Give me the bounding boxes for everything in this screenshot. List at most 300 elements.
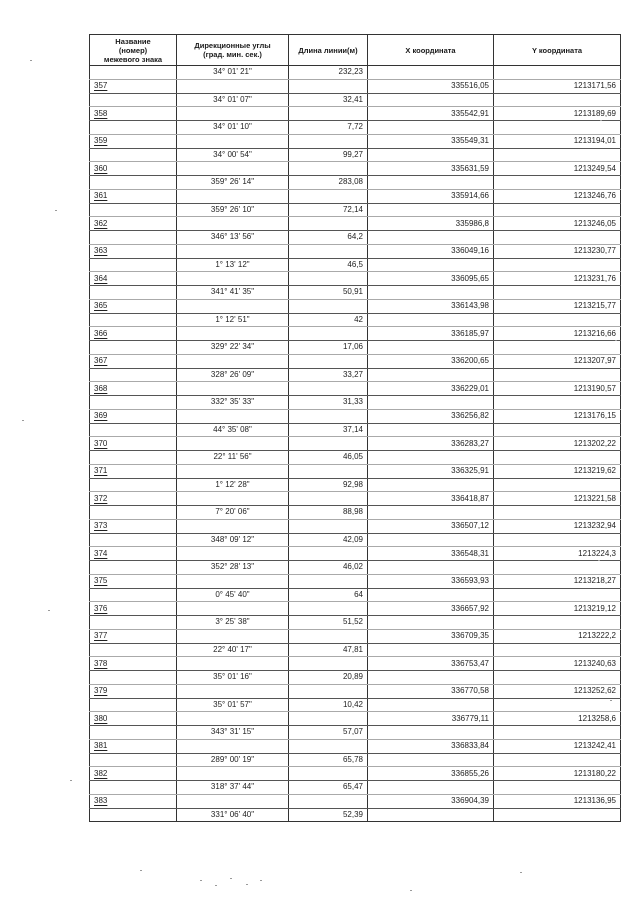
boundary-segment-row — [90, 506, 621, 520]
bearing-cell — [177, 409, 289, 423]
bearing-cell — [177, 354, 289, 368]
boundary-segment-row — [90, 561, 621, 575]
line-length-cell — [289, 107, 368, 121]
x-coordinate-cell: 336095,65 — [368, 272, 494, 286]
x-coordinate-cell — [368, 808, 494, 822]
x-coordinate-cell: 336709,35 — [368, 629, 494, 643]
point-name-cell — [90, 286, 177, 300]
line-length-cell: 33,27 — [289, 368, 368, 382]
bearing-cell: 289° 00' 19" — [177, 753, 289, 767]
bearing-cell: 44° 35' 08" — [177, 423, 289, 437]
bearing-cell — [177, 739, 289, 753]
point-name-cell — [90, 203, 177, 217]
point-name-cell — [90, 726, 177, 740]
point-name-cell: 366 — [90, 327, 177, 341]
x-coordinate-cell: 335631,59 — [368, 162, 494, 176]
point-name-cell: 365 — [90, 299, 177, 313]
boundary-point-row — [90, 712, 621, 726]
scan-speck — [615, 340, 617, 341]
boundary-point-row — [90, 794, 621, 808]
x-coordinate-cell — [368, 616, 494, 630]
point-name-cell — [90, 66, 177, 80]
point-name-cell: 370 — [90, 437, 177, 451]
boundary-segment-row — [90, 203, 621, 217]
y-coordinate-cell — [494, 66, 621, 80]
scan-speck — [215, 885, 217, 886]
y-coordinate-cell — [494, 533, 621, 547]
boundary-point-row — [90, 684, 621, 698]
bearing-cell — [177, 629, 289, 643]
boundary-point-row — [90, 767, 621, 781]
y-coordinate-cell: 1213207,97 — [494, 354, 621, 368]
bearing-cell — [177, 492, 289, 506]
scan-speck — [140, 870, 142, 871]
x-coordinate-cell — [368, 231, 494, 245]
y-coordinate-cell — [494, 423, 621, 437]
point-name-cell — [90, 616, 177, 630]
x-coordinate-cell — [368, 121, 494, 135]
bearing-cell: 35° 01' 57" — [177, 698, 289, 712]
boundary-point-row — [90, 657, 621, 671]
y-coordinate-cell: 1213189,69 — [494, 107, 621, 121]
boundary-point-row — [90, 519, 621, 533]
line-length-cell — [289, 712, 368, 726]
y-coordinate-cell — [494, 451, 621, 465]
header-y-coordinate: Y координата — [494, 35, 621, 66]
bearing-cell — [177, 657, 289, 671]
bearing-cell: 34° 01' 10" — [177, 121, 289, 135]
boundary-segment-row — [90, 176, 621, 190]
boundary-point-row — [90, 79, 621, 93]
y-coordinate-cell: 1213216,66 — [494, 327, 621, 341]
point-name-cell: 377 — [90, 629, 177, 643]
x-coordinate-cell: 336325,91 — [368, 464, 494, 478]
x-coordinate-cell — [368, 368, 494, 382]
x-coordinate-cell: 335914,66 — [368, 189, 494, 203]
y-coordinate-cell: 1213240,63 — [494, 657, 621, 671]
x-coordinate-cell: 335542,91 — [368, 107, 494, 121]
point-name-cell — [90, 396, 177, 410]
y-coordinate-cell — [494, 176, 621, 190]
x-coordinate-cell — [368, 286, 494, 300]
boundary-segment-row — [90, 808, 621, 822]
bearing-cell: 1° 12' 28" — [177, 478, 289, 492]
boundary-point-row — [90, 629, 621, 643]
line-length-cell: 283,08 — [289, 176, 368, 190]
scan-speck — [598, 560, 600, 561]
x-coordinate-cell: 336507,12 — [368, 519, 494, 533]
scan-speck — [610, 700, 612, 701]
bearing-cell: 328° 26' 09" — [177, 368, 289, 382]
bearing-cell — [177, 107, 289, 121]
point-name-cell — [90, 368, 177, 382]
line-length-cell — [289, 547, 368, 561]
point-name-cell: 358 — [90, 107, 177, 121]
line-length-cell: 50,91 — [289, 286, 368, 300]
line-length-cell: 7,72 — [289, 121, 368, 135]
boundary-point-row — [90, 189, 621, 203]
bearing-cell — [177, 684, 289, 698]
x-coordinate-cell — [368, 93, 494, 107]
bearing-cell: 34° 01' 21" — [177, 66, 289, 80]
bearing-cell — [177, 767, 289, 781]
bearing-cell — [177, 437, 289, 451]
scan-speck — [200, 880, 202, 881]
y-coordinate-cell: 1213249,54 — [494, 162, 621, 176]
line-length-cell — [289, 327, 368, 341]
line-length-cell — [289, 272, 368, 286]
boundary-segment-row — [90, 533, 621, 547]
x-coordinate-cell — [368, 451, 494, 465]
y-coordinate-cell: 1213230,77 — [494, 244, 621, 258]
point-name-cell — [90, 643, 177, 657]
bearing-cell — [177, 134, 289, 148]
point-name-cell — [90, 451, 177, 465]
table-header-row — [90, 35, 621, 66]
point-name-cell — [90, 698, 177, 712]
bearing-cell — [177, 712, 289, 726]
line-length-cell — [289, 162, 368, 176]
boundary-segment-row — [90, 121, 621, 135]
line-length-cell: 42 — [289, 313, 368, 327]
line-length-cell — [289, 354, 368, 368]
boundary-point-row — [90, 244, 621, 258]
point-name-cell — [90, 753, 177, 767]
point-name-cell: 378 — [90, 657, 177, 671]
y-coordinate-cell — [494, 616, 621, 630]
boundary-point-row — [90, 437, 621, 451]
y-coordinate-cell: 1213246,76 — [494, 189, 621, 203]
y-coordinate-cell — [494, 286, 621, 300]
boundary-segment-row — [90, 313, 621, 327]
y-coordinate-cell: 1213202,22 — [494, 437, 621, 451]
y-coordinate-cell: 1213194,01 — [494, 134, 621, 148]
point-name-cell: 368 — [90, 382, 177, 396]
y-coordinate-cell — [494, 258, 621, 272]
y-coordinate-cell — [494, 781, 621, 795]
point-name-cell: 364 — [90, 272, 177, 286]
bearing-cell: 7° 20' 06" — [177, 506, 289, 520]
x-coordinate-cell — [368, 643, 494, 657]
point-name-cell: 367 — [90, 354, 177, 368]
bearing-cell — [177, 382, 289, 396]
boundary-segment-row — [90, 616, 621, 630]
point-name-cell — [90, 671, 177, 685]
boundary-point-row — [90, 327, 621, 341]
table-body — [90, 66, 621, 822]
point-name-cell — [90, 341, 177, 355]
boundary-point-row — [90, 464, 621, 478]
y-coordinate-cell — [494, 341, 621, 355]
x-coordinate-cell: 336779,11 — [368, 712, 494, 726]
bearing-cell — [177, 464, 289, 478]
line-length-cell — [289, 217, 368, 231]
bearing-cell: 332° 35' 33" — [177, 396, 289, 410]
boundary-point-row — [90, 299, 621, 313]
line-length-cell — [289, 382, 368, 396]
header-line-length: Длина линии(м) — [289, 35, 368, 66]
point-name-cell: 383 — [90, 794, 177, 808]
scan-speck — [246, 884, 248, 885]
x-coordinate-cell: 336418,87 — [368, 492, 494, 506]
boundary-coordinates-table — [89, 34, 621, 822]
line-length-cell: 51,52 — [289, 616, 368, 630]
line-length-cell — [289, 244, 368, 258]
boundary-point-row — [90, 217, 621, 231]
line-length-cell: 232,23 — [289, 66, 368, 80]
line-length-cell — [289, 767, 368, 781]
bearing-cell: 22° 40' 17" — [177, 643, 289, 657]
x-coordinate-cell — [368, 148, 494, 162]
y-coordinate-cell: 1213232,94 — [494, 519, 621, 533]
x-coordinate-cell: 336185,97 — [368, 327, 494, 341]
point-name-cell — [90, 231, 177, 245]
bearing-cell: 22° 11' 56" — [177, 451, 289, 465]
line-length-cell: 64,2 — [289, 231, 368, 245]
bearing-cell — [177, 79, 289, 93]
x-coordinate-cell: 335986,8 — [368, 217, 494, 231]
x-coordinate-cell — [368, 698, 494, 712]
boundary-point-row — [90, 382, 621, 396]
header-bearing: Дирекционные углы (град. мин. сек.) — [177, 35, 289, 66]
line-length-cell — [289, 134, 368, 148]
y-coordinate-cell — [494, 643, 621, 657]
scan-speck — [55, 210, 57, 211]
boundary-segment-row — [90, 643, 621, 657]
bearing-cell — [177, 327, 289, 341]
y-coordinate-cell — [494, 313, 621, 327]
line-length-cell — [289, 299, 368, 313]
point-name-cell: 362 — [90, 217, 177, 231]
line-length-cell: 52,39 — [289, 808, 368, 822]
y-coordinate-cell — [494, 396, 621, 410]
line-length-cell — [289, 189, 368, 203]
x-coordinate-cell: 336833,84 — [368, 739, 494, 753]
boundary-segment-row — [90, 66, 621, 80]
line-length-cell: 42,09 — [289, 533, 368, 547]
point-name-cell: 375 — [90, 574, 177, 588]
boundary-segment-row — [90, 396, 621, 410]
line-length-cell — [289, 79, 368, 93]
scan-speck — [410, 890, 412, 891]
line-length-cell — [289, 629, 368, 643]
bearing-cell — [177, 519, 289, 533]
x-coordinate-cell — [368, 258, 494, 272]
boundary-point-row — [90, 492, 621, 506]
point-name-cell: 382 — [90, 767, 177, 781]
boundary-segment-row — [90, 478, 621, 492]
boundary-segment-row — [90, 753, 621, 767]
x-coordinate-cell — [368, 396, 494, 410]
scan-speck — [30, 60, 32, 61]
line-length-cell: 46,02 — [289, 561, 368, 575]
y-coordinate-cell — [494, 753, 621, 767]
bearing-cell — [177, 299, 289, 313]
boundary-point-row — [90, 602, 621, 616]
bearing-cell: 329° 22' 34" — [177, 341, 289, 355]
bearing-cell: 0° 45' 40" — [177, 588, 289, 602]
point-name-cell: 363 — [90, 244, 177, 258]
boundary-segment-row — [90, 286, 621, 300]
boundary-point-row — [90, 272, 621, 286]
bearing-cell: 352° 28' 13" — [177, 561, 289, 575]
y-coordinate-cell: 1213190,57 — [494, 382, 621, 396]
line-length-cell — [289, 602, 368, 616]
line-length-cell — [289, 519, 368, 533]
bearing-cell: 1° 12' 51" — [177, 313, 289, 327]
bearing-cell — [177, 217, 289, 231]
boundary-segment-row — [90, 698, 621, 712]
point-name-cell — [90, 176, 177, 190]
line-length-cell — [289, 437, 368, 451]
point-name-cell: 371 — [90, 464, 177, 478]
x-coordinate-cell: 336855,26 — [368, 767, 494, 781]
boundary-segment-row — [90, 93, 621, 107]
line-length-cell: 37,14 — [289, 423, 368, 437]
bearing-cell: 359° 26' 14" — [177, 176, 289, 190]
point-name-cell: 381 — [90, 739, 177, 753]
line-length-cell: 10,42 — [289, 698, 368, 712]
y-coordinate-cell — [494, 203, 621, 217]
boundary-point-row — [90, 354, 621, 368]
point-name-cell: 369 — [90, 409, 177, 423]
bearing-cell: 359° 26' 10" — [177, 203, 289, 217]
boundary-point-row — [90, 162, 621, 176]
line-length-cell: 57,07 — [289, 726, 368, 740]
y-coordinate-cell — [494, 588, 621, 602]
line-length-cell — [289, 464, 368, 478]
x-coordinate-cell — [368, 726, 494, 740]
bearing-cell — [177, 244, 289, 258]
y-coordinate-cell: 1213218,27 — [494, 574, 621, 588]
y-coordinate-cell — [494, 231, 621, 245]
y-coordinate-cell — [494, 671, 621, 685]
bearing-cell: 331° 06' 40" — [177, 808, 289, 822]
y-coordinate-cell: 1213171,56 — [494, 79, 621, 93]
y-coordinate-cell: 1213252,62 — [494, 684, 621, 698]
bearing-cell: 343° 31' 15" — [177, 726, 289, 740]
y-coordinate-cell: 1213246,05 — [494, 217, 621, 231]
point-name-cell — [90, 148, 177, 162]
y-coordinate-cell: 1213136,95 — [494, 794, 621, 808]
x-coordinate-cell: 336753,47 — [368, 657, 494, 671]
x-coordinate-cell — [368, 478, 494, 492]
x-coordinate-cell — [368, 423, 494, 437]
x-coordinate-cell — [368, 341, 494, 355]
x-coordinate-cell — [368, 588, 494, 602]
point-name-cell — [90, 781, 177, 795]
x-coordinate-cell — [368, 313, 494, 327]
line-length-cell: 92,98 — [289, 478, 368, 492]
scan-speck — [520, 872, 522, 873]
y-coordinate-cell: 1213219,62 — [494, 464, 621, 478]
bearing-cell — [177, 602, 289, 616]
x-coordinate-cell — [368, 781, 494, 795]
y-coordinate-cell — [494, 698, 621, 712]
x-coordinate-cell: 336770,58 — [368, 684, 494, 698]
point-name-cell — [90, 423, 177, 437]
line-length-cell: 72,14 — [289, 203, 368, 217]
boundary-point-row — [90, 547, 621, 561]
bearing-cell — [177, 189, 289, 203]
boundary-segment-row — [90, 451, 621, 465]
line-length-cell: 32,41 — [289, 93, 368, 107]
bearing-cell: 34° 00' 54" — [177, 148, 289, 162]
point-name-cell: 379 — [90, 684, 177, 698]
y-coordinate-cell: 1213222,2 — [494, 629, 621, 643]
point-name-cell — [90, 478, 177, 492]
y-coordinate-cell — [494, 561, 621, 575]
x-coordinate-cell: 336657,92 — [368, 602, 494, 616]
line-length-cell: 17,06 — [289, 341, 368, 355]
y-coordinate-cell: 1213180,22 — [494, 767, 621, 781]
line-length-cell — [289, 684, 368, 698]
line-length-cell — [289, 739, 368, 753]
bearing-cell: 1° 13' 12" — [177, 258, 289, 272]
line-length-cell: 46,05 — [289, 451, 368, 465]
x-coordinate-cell: 336904,39 — [368, 794, 494, 808]
x-coordinate-cell — [368, 561, 494, 575]
x-coordinate-cell: 335516,05 — [368, 79, 494, 93]
x-coordinate-cell — [368, 671, 494, 685]
point-name-cell: 359 — [90, 134, 177, 148]
boundary-segment-row — [90, 423, 621, 437]
line-length-cell: 47,81 — [289, 643, 368, 657]
x-coordinate-cell — [368, 753, 494, 767]
scan-speck — [48, 610, 50, 611]
y-coordinate-cell: 1213215,77 — [494, 299, 621, 313]
point-name-cell: 373 — [90, 519, 177, 533]
header-point-name: Название (номер) межевого знака — [90, 35, 177, 66]
header-x-coordinate: X координата — [368, 35, 494, 66]
line-length-cell: 99,27 — [289, 148, 368, 162]
point-name-cell — [90, 808, 177, 822]
boundary-segment-row — [90, 368, 621, 382]
x-coordinate-cell — [368, 203, 494, 217]
bearing-cell — [177, 272, 289, 286]
y-coordinate-cell — [494, 148, 621, 162]
x-coordinate-cell: 336548,31 — [368, 547, 494, 561]
line-length-cell: 46,5 — [289, 258, 368, 272]
x-coordinate-cell — [368, 506, 494, 520]
boundary-segment-row — [90, 258, 621, 272]
y-coordinate-cell: 1213242,41 — [494, 739, 621, 753]
point-name-cell — [90, 93, 177, 107]
boundary-point-row — [90, 574, 621, 588]
boundary-point-row — [90, 134, 621, 148]
y-coordinate-cell: 1213258,6 — [494, 712, 621, 726]
y-coordinate-cell — [494, 808, 621, 822]
boundary-segment-row — [90, 231, 621, 245]
x-coordinate-cell: 336593,93 — [368, 574, 494, 588]
point-name-cell — [90, 533, 177, 547]
boundary-point-row — [90, 107, 621, 121]
line-length-cell: 65,47 — [289, 781, 368, 795]
bearing-cell: 35° 01' 16" — [177, 671, 289, 685]
boundary-segment-row — [90, 671, 621, 685]
y-coordinate-cell — [494, 478, 621, 492]
x-coordinate-cell: 336256,82 — [368, 409, 494, 423]
line-length-cell: 20,89 — [289, 671, 368, 685]
x-coordinate-cell: 336200,65 — [368, 354, 494, 368]
line-length-cell: 65,78 — [289, 753, 368, 767]
y-coordinate-cell — [494, 93, 621, 107]
bearing-cell: 348° 09' 12" — [177, 533, 289, 547]
x-coordinate-cell — [368, 66, 494, 80]
y-coordinate-cell — [494, 506, 621, 520]
bearing-cell — [177, 547, 289, 561]
point-name-cell — [90, 588, 177, 602]
